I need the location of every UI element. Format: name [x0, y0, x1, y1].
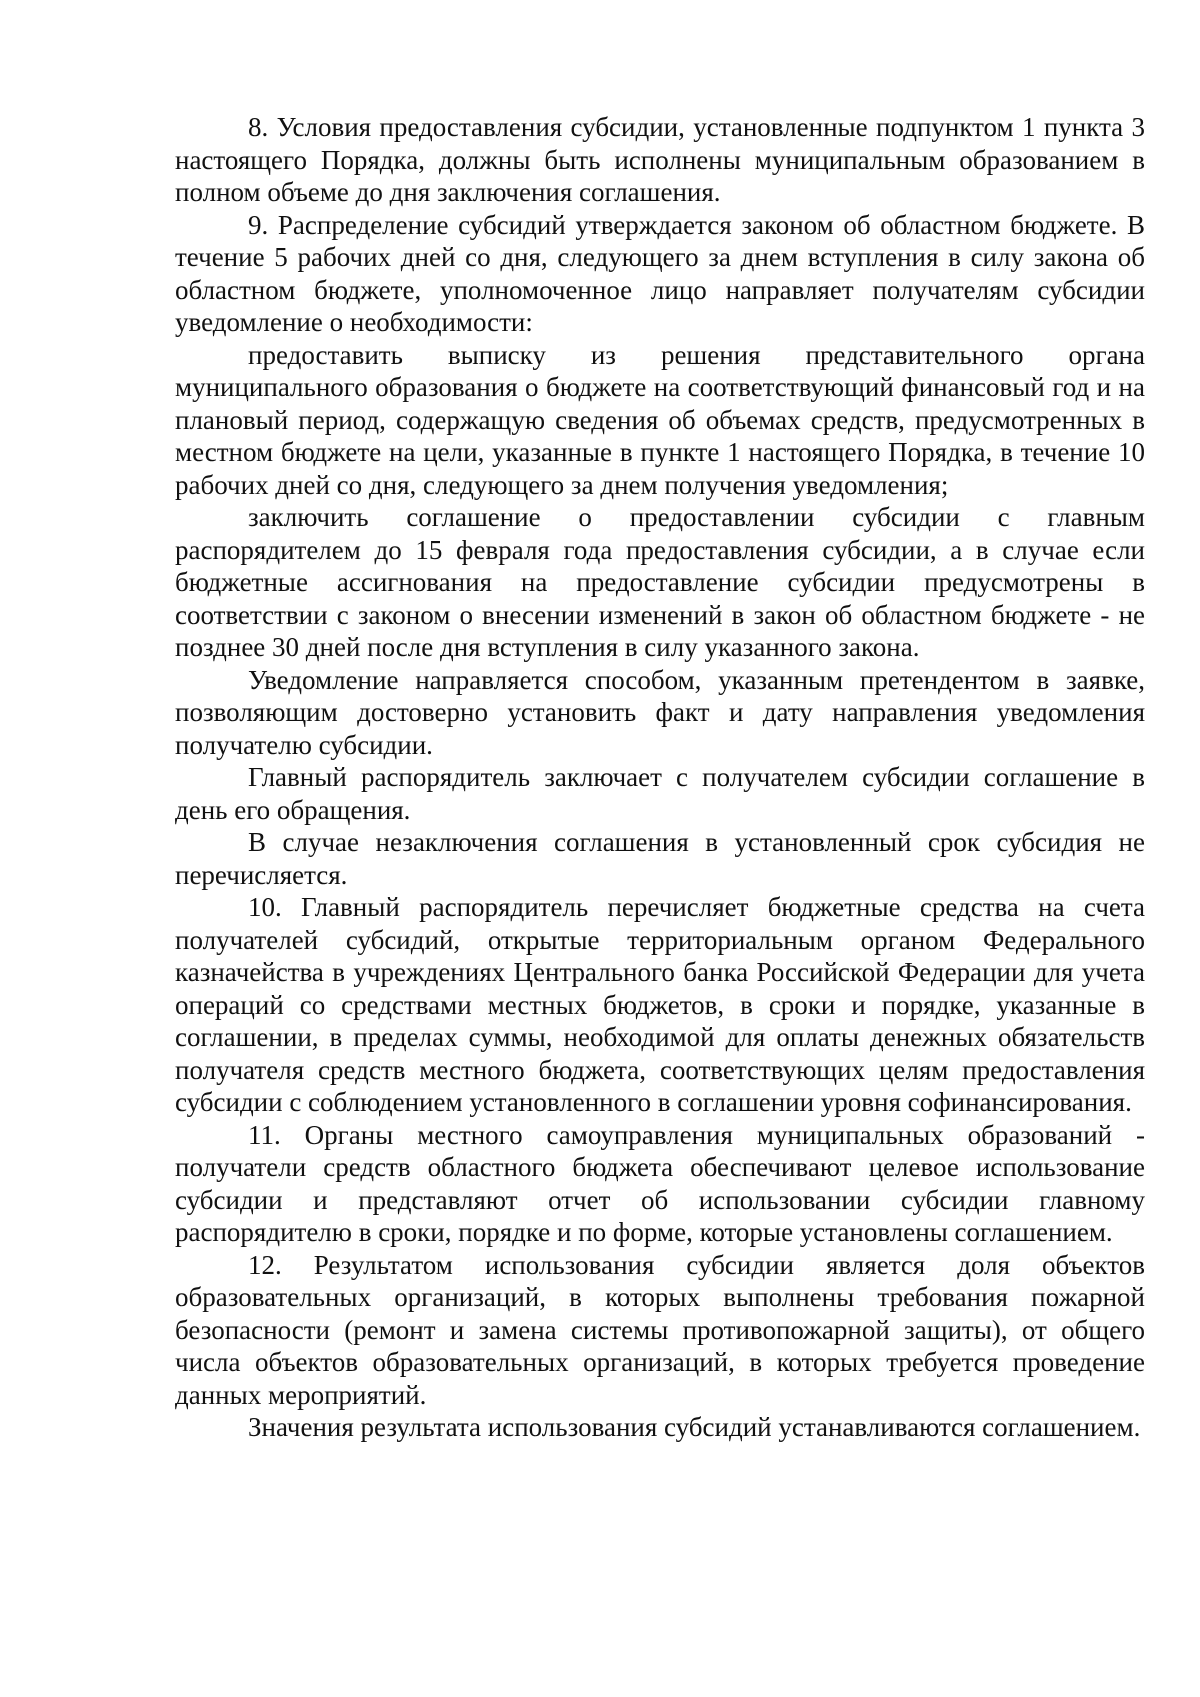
paragraph-9-agreement-requirement: заключить соглашение о предоставлении субсидии с главным распорядителем до 15 февраля года предоставления субсидии, а в случае если бюджетные ассигнования на предоставление субсидии предусмотрены в соответствии с законом о внесении изменений в закон об областном бюджете - не позднее 30 дней после дня вступления в силу указанного закона. — [175, 502, 1145, 662]
paragraph-result-values: Значения результата использования субсидий устанавливаются соглашением. — [248, 1412, 1141, 1442]
paragraph-12-result: 12. Результатом использования субсидии является доля объектов образовательных организаций, в которых выполнены требования пожарной безопасности (ремонт и замена системы противопожарной защиты), от общего числа объектов образовательных организаций, в которых требуется проведение данных мероприятий. — [175, 1249, 1145, 1410]
paragraph-non-conclusion: В случае незаключения соглашения в установленный срок субсидия не перечисляется. — [175, 827, 1145, 890]
paragraph-11-local-authorities: 11. Органы местного самоуправления муниципальных образований - получатели средств областного бюджета обеспечивают целевое использование субсидии и представляют отчет об использовании субсидии главному распорядителю в сроки, порядке и по форме, которые установлены соглашением. — [175, 1119, 1145, 1247]
document-body — [175, 111, 1145, 1444]
paragraph-10-transfer: 10. Главный распорядитель перечисляет бюджетные средства на счета получателей субсидий, открытые территориальным органом Федерального казначейства в учреждениях Центрального банка Российской Федерации для учета операций со средствами местных бюджетов, в сроки и порядке, указанные в соглашении, в пределах суммы, необходимой для оплаты денежных обязательств получателя средств местного бюджета, соответствующих целям предоставления субсидии с соблюдением установленного в соглашении уровня софинансирования. — [175, 892, 1145, 1117]
paragraph-9-distribution: 9. Распределение субсидий утверждается законом об областном бюджете. В течение 5 рабочих дней со дня, следующего за днем вступления в силу закона об областном бюджете, уполномоченное лицо направляет получателям субсидии уведомление о необходимости: — [175, 209, 1145, 337]
paragraph-agreement-day: Главный распорядитель заключает с получателем субсидии соглашение в день его обращения. — [175, 762, 1145, 825]
paragraph-9-extract-requirement: предоставить выписку из решения представительного органа муниципального образования о бюджете на соответствующий финансовый год и на плановый период, содержащую сведения об объемах средств, предусмотренных в местном бюджете на цели, указанные в пункте 1 настоящего Порядка, в течение 10 рабочих дней со дня, следующего за днем получения уведомления; — [175, 339, 1145, 500]
paragraph-8-conditions: 8. Условия предоставления субсидии, установленные подпунктом 1 пункта 3 настоящего Порядка, должны быть исполнены муниципальным образованием в полном объеме до дня заключения соглашения. — [175, 112, 1145, 207]
paragraph-notification-method: Уведомление направляется способом, указанным претендентом в заявке, позволяющим достоверно установить факт и дату направления уведомления получателю субсидии. — [175, 664, 1145, 760]
